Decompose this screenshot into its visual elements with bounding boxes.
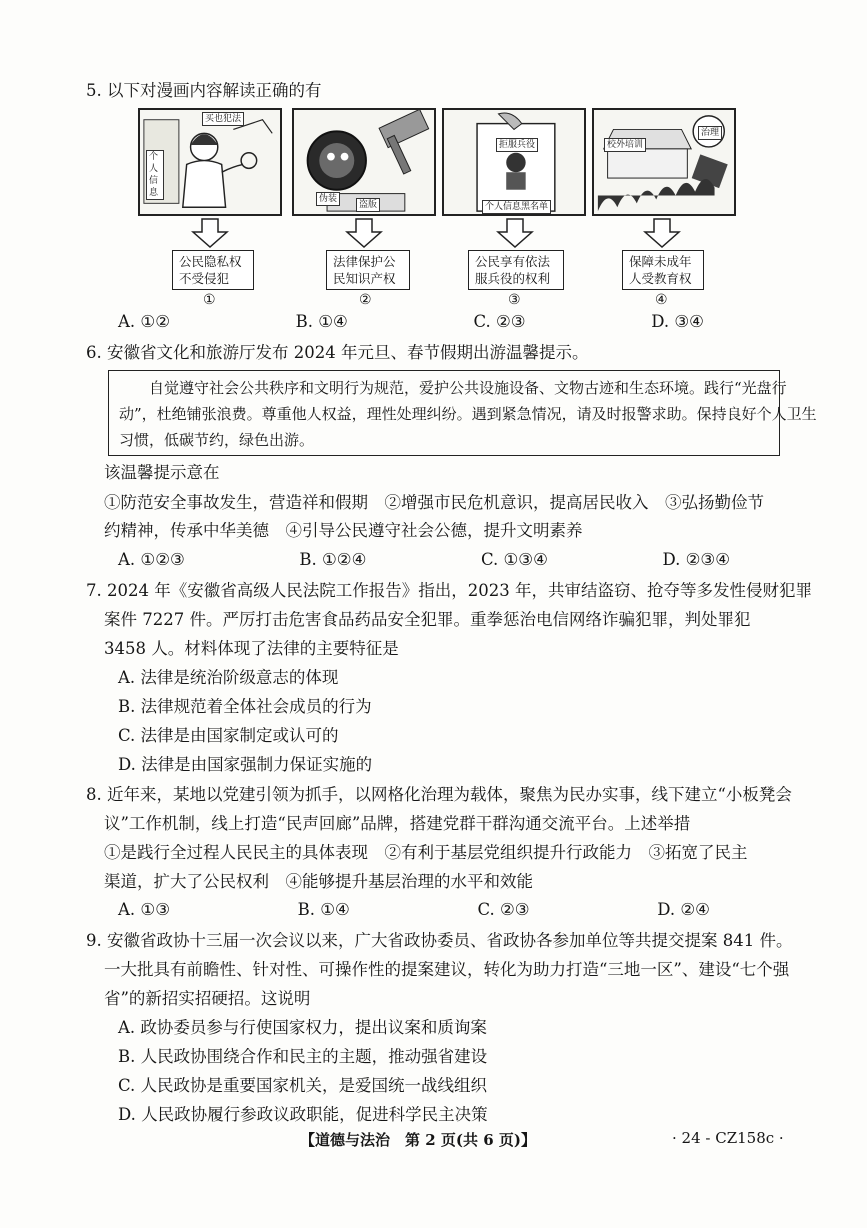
cartoon-3 <box>442 108 586 216</box>
caption-3-line-1: 公民享有依法 <box>475 254 551 269</box>
q5-options <box>118 312 704 331</box>
cartoon-3-label-bottom: 个人信息黑名单 <box>482 200 551 214</box>
q9-option-c[interactable]: C. 人民政协是重要国家机关，是爱国统一战线组织 <box>118 1076 488 1095</box>
caption-box-4 <box>622 250 704 290</box>
q8-statement-line-2: 渠道，扩大了公民权利 ④能够提升基层治理的水平和效能 <box>104 872 533 891</box>
q6-option-b[interactable]: B. ①②④ <box>299 550 367 569</box>
q5-option-d[interactable]: D. ③④ <box>651 312 704 331</box>
caption-2-line-2: 民知识产权 <box>333 271 396 286</box>
q6-lead: 该温馨提示意在 <box>104 463 220 482</box>
q5-option-b[interactable]: B. ①④ <box>295 312 348 331</box>
cartoon-1-label-top: 买也犯法 <box>202 112 244 126</box>
q6-tip-line-1: 自觉遵守社会公共秩序和文明行为规范，爱护公共设施设备、文物古迹和生态环境。践行“光盘行 <box>119 379 787 397</box>
caption-2-line-1: 法律保护公 <box>333 254 396 269</box>
caption-4-line-2: 人受教育权 <box>629 271 692 286</box>
q6-option-a[interactable]: A. ①②③ <box>118 550 185 569</box>
cartoon-2-label-b: 盗版 <box>356 198 380 212</box>
down-arrow-icon <box>190 218 230 248</box>
q9-option-d[interactable]: D. 人民政协履行参政议政职能，促进科学民主决策 <box>118 1105 488 1124</box>
q6-option-d[interactable]: D. ②③④ <box>662 550 730 569</box>
footer-page-info: 【道德与法治 第 2 页(共 6 页)】 <box>300 1131 536 1149</box>
caption-box-2 <box>326 250 410 290</box>
q5-stem: 5. 以下对漫画内容解读正确的有 <box>86 81 322 100</box>
q9-stem-line-2: 一大批具有前瞻性、针对性、可操作性的提案建议，转化为助力打造“三地一区”、建设“七个强 <box>104 960 790 979</box>
q7-stem-line-2: 案件 7227 件。严厉打击危害食品药品安全犯罪。重拳惩治电信网络诈骗犯罪，判处罪犯 <box>104 610 751 629</box>
q6-stem: 6. 安徽省文化和旅游厅发布 2024 年元旦、春节假期出游温馨提示。 <box>86 343 589 362</box>
down-arrow-icon <box>495 218 535 248</box>
q9-stem-line-3: 省”的新招实招硬招。这说明 <box>104 989 311 1008</box>
caption-1-line-2: 不受侵犯 <box>179 271 230 286</box>
down-arrow-icon <box>344 218 384 248</box>
caption-number-3: ③ <box>508 292 521 308</box>
q6-options <box>118 550 730 569</box>
q8-option-d[interactable]: D. ②④ <box>657 900 710 919</box>
q7-stem-line-3: 3458 人。材料体现了法律的主要特征是 <box>104 639 399 658</box>
q8-stem-line-2: 议”工作机制，线上打造“民声回廊”品牌，搭建党群干群沟通交流平台。上述举措 <box>104 814 691 833</box>
q7-stem-line-1: 7. 2024 年《安徽省高级人民法院工作报告》指出，2023 年，共审结盗窃、抢夺等多发性侵财犯罪 <box>86 581 812 600</box>
q8-option-b[interactable]: B. ①④ <box>297 900 350 919</box>
caption-3-line-2: 服兵役的权利 <box>475 271 551 286</box>
q9-option-b[interactable]: B. 人民政协围绕合作和民主的主题，推动强省建设 <box>118 1047 488 1066</box>
caption-number-4: ④ <box>655 292 668 308</box>
q6-statement-line-1: ①防范安全事故发生，营造祥和假期 ②增强市民危机意识，提高居民收入 ③弘扬勤俭节 <box>104 493 764 512</box>
q8-stem-line-1: 8. 近年来，某地以党建引领为抓手，以网格化治理为载体，聚焦为民办实事，线下建立“小板凳会 <box>86 785 792 804</box>
caption-number-2: ② <box>359 292 372 308</box>
q5-option-a[interactable]: A. ①② <box>118 312 170 331</box>
cartoon-3-label-top: 拒服兵役 <box>496 138 538 152</box>
q9-stem-line-1: 9. 安徽省政协十三届一次会议以来，广大省政协委员、省政协各参加单位等共提交提案 841 件。 <box>86 931 793 950</box>
q9-option-a[interactable]: A. 政协委员参与行使国家权力，提出议案和质询案 <box>118 1018 487 1037</box>
q8-option-a[interactable]: A. ①③ <box>118 900 170 919</box>
q6-tip-line-2: 动”，杜绝铺张浪费。尊重他人权益，理性处理纠纷。遇到紧急情况，请及时报警求助。保持良好个人卫生 <box>119 405 817 423</box>
caption-1-line-1: 公民隐私权 <box>179 254 242 269</box>
footer-code: · 24 - CZ158c · <box>672 1129 784 1147</box>
q6-tip-box <box>108 370 817 456</box>
q6-tip-line-3: 习惯，低碳节约，绿色出游。 <box>119 431 315 449</box>
q7-option-c[interactable]: C. 法律是由国家制定或认可的 <box>118 726 339 745</box>
q6-statement-line-2: 约精神，传承中华美德 ④引导公民遵守社会公德，提升文明素养 <box>104 521 583 540</box>
cartoon-4-label-a: 校外培训 <box>604 138 646 152</box>
q8-option-c[interactable]: C. ②③ <box>477 900 530 919</box>
cartoon-2-label-a: 伪装 <box>316 192 340 206</box>
cartoon-4 <box>592 108 736 216</box>
cartoon-1-label-side: 个人信息 <box>146 150 164 200</box>
q8-statement-line-1: ①是践行全过程人民民主的具体表现 ②有利于基层党组织提升行政能力 ③拓宽了民主 <box>104 843 748 862</box>
q5-option-c[interactable]: C. ②③ <box>473 312 526 331</box>
caption-number-1: ① <box>203 292 216 308</box>
q7-option-b[interactable]: B. 法律规范着全体社会成员的行为 <box>118 697 372 716</box>
q8-options <box>118 900 710 919</box>
cartoon-2 <box>292 108 436 216</box>
caption-box-1 <box>172 250 254 290</box>
q7-option-a[interactable]: A. 法律是统治阶级意志的体现 <box>118 668 339 687</box>
caption-box-3 <box>468 250 564 290</box>
down-arrow-icon <box>642 218 682 248</box>
q6-option-c[interactable]: C. ①③④ <box>480 550 548 569</box>
cartoon-1 <box>138 108 282 216</box>
caption-4-line-1: 保障未成年 <box>629 254 692 269</box>
cartoon-4-label-b: 治理 <box>698 126 722 140</box>
q7-option-d[interactable]: D. 法律是由国家强制力保证实施的 <box>118 755 373 774</box>
